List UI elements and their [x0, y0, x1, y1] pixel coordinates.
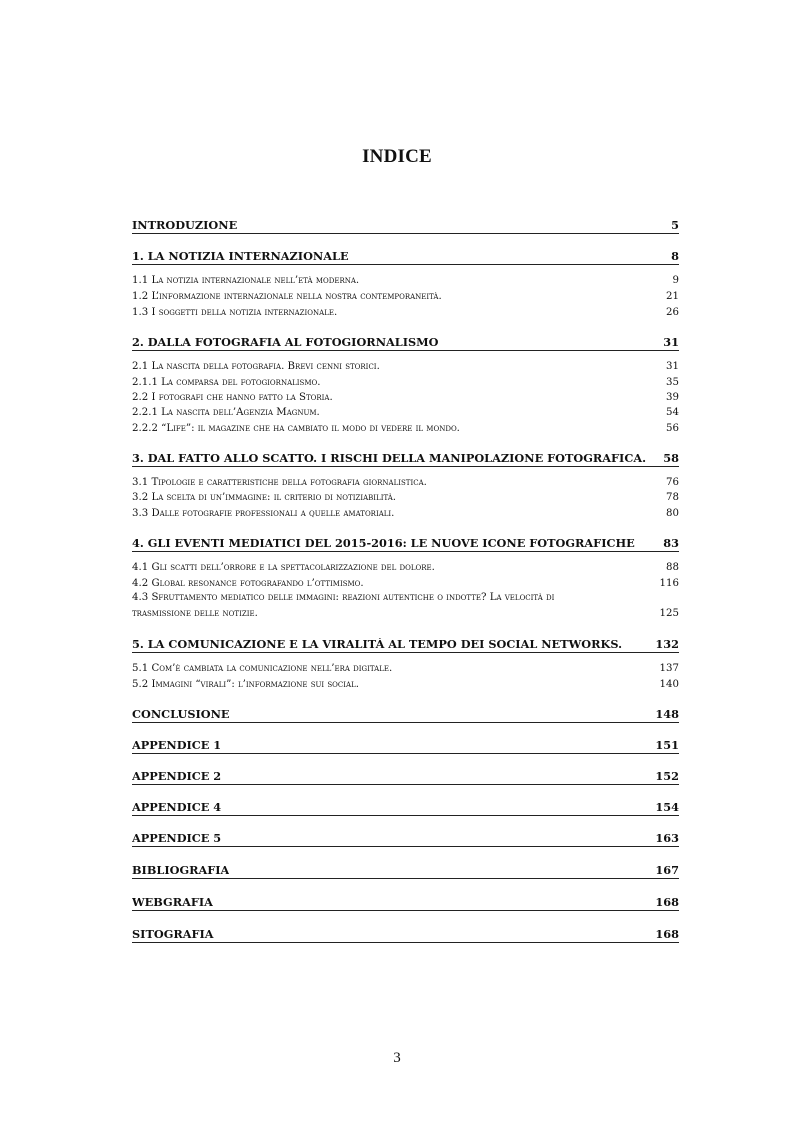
toc-entry-page: 151 — [655, 738, 679, 752]
toc-entry-page: 168 — [655, 927, 679, 941]
toc-entry-title: 3.1 Tipologie e caratteristiche della fotografia giornalistica. — [132, 477, 427, 488]
toc-entry-page: 35 — [666, 377, 679, 388]
toc-section-3-1[interactable] — [132, 476, 679, 489]
toc-section-1-2[interactable] — [132, 290, 679, 303]
toc-entry-title: 3.3 Dalle fotografie professionali a quelle amatoriali. — [132, 508, 395, 519]
toc-entry-page: 83 — [663, 536, 679, 550]
toc-entry-page: 168 — [655, 895, 679, 909]
toc-entry-page: 116 — [659, 578, 679, 589]
toc-entry-title: 2.1.1 La comparsa del fotogiornalismo. — [132, 377, 321, 388]
toc-entry-title: 2.2.2 “Life”: il magazine che ha cambiato il modo di vedere il mondo. — [132, 423, 460, 434]
toc-entry-title: 1.2 L’informazione internazionale nella nostra contemporaneità. — [132, 291, 442, 302]
toc-entry-title: BIBLIOGRAFIA — [132, 864, 230, 877]
toc-section-2-2-1[interactable] — [132, 406, 679, 419]
toc-entry-page: 76 — [666, 477, 679, 488]
toc-entry-sitografia[interactable] — [132, 928, 679, 943]
toc-section-4-3[interactable] — [132, 590, 679, 622]
toc-entry-title: 4.2 Global resonance fotografando l’ottimismo. — [132, 578, 364, 589]
toc-entry-page: 21 — [666, 291, 679, 302]
toc-entry-page: 56 — [666, 423, 679, 434]
toc-entry-appendice-5[interactable] — [132, 832, 679, 847]
toc-entry-page: 31 — [663, 335, 679, 349]
toc-entry-page: 163 — [655, 831, 679, 845]
toc-section-1-1[interactable] — [132, 274, 679, 287]
toc-entry-title: WEBGRAFIA — [132, 896, 213, 909]
toc-entry-page: 148 — [655, 707, 679, 721]
toc-entry-introduzione[interactable] — [132, 219, 679, 234]
toc-entry-title: CONCLUSIONE — [132, 708, 230, 721]
toc-entry-page: 26 — [666, 307, 679, 318]
toc-entry-page: 154 — [655, 800, 679, 814]
toc-entry-title: 5. LA COMUNICAZIONE E LA VIRALITÀ AL TEMPO DEI SOCIAL NETWORKS. — [132, 638, 623, 651]
toc-chapter-5[interactable] — [132, 638, 679, 653]
toc-entry-appendice-4[interactable] — [132, 801, 679, 816]
toc-entry-bibliografia[interactable] — [132, 864, 679, 879]
toc-entry-page: 152 — [655, 769, 679, 783]
toc-entry-title-continued: trasmissione delle notizie. — [132, 608, 258, 619]
toc-entry-title: APPENDICE 2 — [132, 770, 222, 783]
toc-entry-appendice-2[interactable] — [132, 770, 679, 785]
toc-section-5-1[interactable] — [132, 662, 679, 675]
toc-entry-title: 3. DAL FATTO ALLO SCATTO. I RISCHI DELLA MANIPOLAZIONE FOTOGRAFICA. — [132, 452, 647, 465]
toc-entry-title: APPENDICE 4 — [132, 801, 222, 814]
toc-section-3-3[interactable] — [132, 507, 679, 520]
toc-entry-title: 4.3 Sfruttamento mediatico delle immagini: reazioni autentiche o indotte? La velocità di — [132, 592, 555, 603]
toc-entry-title: 2. DALLA FOTOGRAFIA AL FOTOGIORNALISMO — [132, 336, 439, 349]
toc-entry-page: 125 — [659, 608, 679, 619]
toc-section-2-1-1[interactable] — [132, 376, 679, 389]
toc-entry-page: 140 — [659, 679, 679, 690]
toc-chapter-4[interactable] — [132, 537, 679, 552]
toc-entry-title: INTRODUZIONE — [132, 219, 238, 232]
toc-entry-title: 2.2.1 La nascita dell’Agenzia Magnum. — [132, 407, 320, 418]
toc-section-2-2-2[interactable] — [132, 422, 679, 435]
toc-section-4-2[interactable] — [132, 577, 679, 590]
toc-entry-title: 2.1 La nascita della fotografia. Brevi cenni storici. — [132, 361, 380, 372]
toc-section-2-1[interactable] — [132, 360, 679, 373]
page-number: 3 — [393, 1050, 401, 1066]
toc-entry-page: 31 — [666, 361, 679, 372]
toc-section-4-1[interactable] — [132, 561, 679, 574]
toc-entry-appendice-1[interactable] — [132, 739, 679, 754]
toc-entry-page: 78 — [666, 492, 679, 503]
toc-entry-page: 39 — [666, 392, 679, 403]
toc-entry-title: SITOGRAFIA — [132, 928, 214, 941]
toc-entry-title: 5.1 Com’è cambiata la comunicazione nell’era digitale. — [132, 663, 393, 674]
toc-entry-page: 54 — [666, 407, 679, 418]
toc-entry-title: 1.1 La notizia internazionale nell’età moderna. — [132, 275, 360, 286]
toc-chapter-3[interactable] — [132, 452, 679, 467]
toc-entry-page: 137 — [659, 663, 679, 674]
toc-entry-title: 4.1 Gli scatti dell’orrore e la spettacolarizzazione del dolore. — [132, 562, 435, 573]
toc-entry-page: 5 — [671, 218, 679, 232]
toc-entry-page: 8 — [671, 249, 679, 263]
toc-entry-title: APPENDICE 1 — [132, 739, 222, 752]
toc-entry-webgrafia[interactable] — [132, 896, 679, 911]
toc-entry-page: 9 — [672, 275, 679, 286]
toc-section-1-3[interactable] — [132, 306, 679, 319]
toc-entry-page: 80 — [666, 508, 679, 519]
toc-chapter-2[interactable] — [132, 336, 679, 351]
toc-entry-page: 58 — [663, 451, 679, 465]
toc-entry-title: 1.3 I soggetti della notizia internazionale. — [132, 307, 338, 318]
toc-entry-page: 132 — [655, 637, 679, 651]
toc-section-3-2[interactable] — [132, 491, 679, 504]
toc-entry-title: APPENDICE 5 — [132, 832, 222, 845]
toc-entry-title: 1. LA NOTIZIA INTERNAZIONALE — [132, 250, 349, 263]
toc-entry-title: 4. GLI EVENTI MEDIATICI DEL 2015-2016: LE NUOVE ICONE FOTOGRAFICHE — [132, 537, 635, 550]
toc-chapter-1[interactable] — [132, 250, 679, 265]
toc-entry-title: 2.2 I fotografi che hanno fatto la Storia. — [132, 392, 333, 403]
page-title: INDICE — [362, 146, 432, 167]
toc-section-2-2[interactable] — [132, 391, 679, 404]
toc-entry-title: 3.2 La scelta di un’immagine: il criterio di notiziabilità. — [132, 492, 397, 503]
toc-entry-page: 167 — [655, 863, 679, 877]
toc-section-5-2[interactable] — [132, 678, 679, 691]
toc-entry-title: 5.2 Immagini “virali”: l’informazione sui social. — [132, 679, 359, 690]
toc-entry-page: 88 — [666, 562, 679, 573]
toc-entry-conclusione[interactable] — [132, 708, 679, 723]
